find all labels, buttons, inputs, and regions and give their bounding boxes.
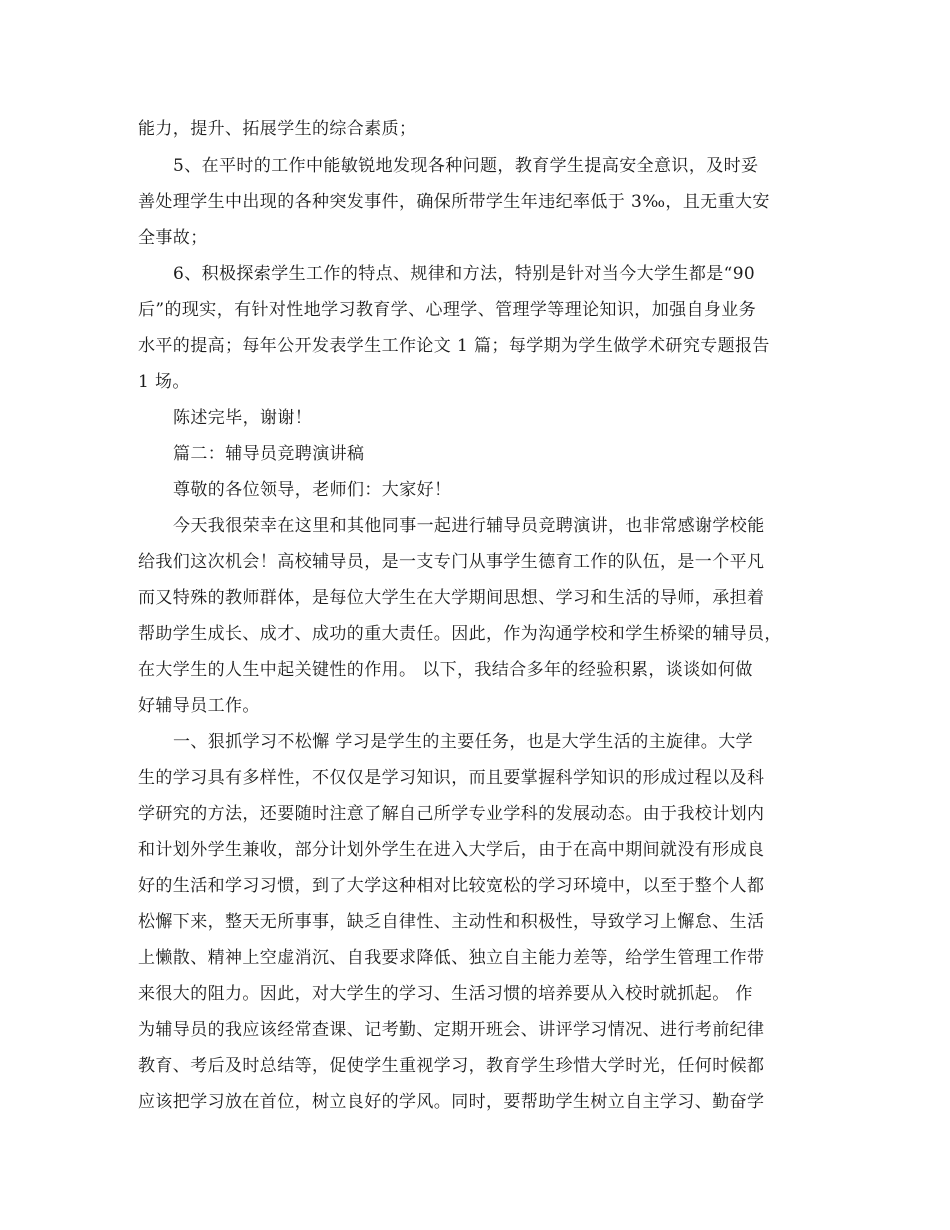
text-line: 水平的提高；每年公开发表学生工作论文 1 篇；每学期为学生做学术研究专题报告 <box>138 336 770 356</box>
text-line: 1 场。 <box>138 372 190 392</box>
text-line: 尊敬的各位领导，老师们：大家好！ <box>173 480 452 500</box>
text-line: 一、狠抓学习不松懈 学习是学生的主要任务，也是大学生活的主旋律。大学 <box>173 732 754 752</box>
text-line: 帮助学生成长、成才、成功的重大责任。因此，作为沟通学校和学生桥梁的辅导员， <box>138 624 782 644</box>
text-line: 好辅导员工作。 <box>138 696 260 716</box>
text-line: 6、积极探索学生工作的特点、规律和方法，特别是针对当今大学生都是“90 <box>173 264 756 284</box>
text-line: 给我们这次机会！高校辅导员，是一支专门从事学生德育工作的队伍，是一个平凡 <box>138 552 765 572</box>
text-line: 教育、考后及时总结等，促使学生重视学习，教育学生珍惜大学时光，任何时候都 <box>138 1056 765 1076</box>
text-line: 陈述完毕，谢谢！ <box>173 408 313 428</box>
text-line: 好的生活和学习习惯，到了大学这种相对比较宽松的学习环境中，以至于整个人都 <box>138 876 765 896</box>
text-line: 在大学生的人生中起关键性的作用。 以下，我结合多年的经验积累，谈谈如何做 <box>138 660 753 680</box>
text-line: 来很大的阻力。因此，对大学生的学习、生活习惯的培养要从入校时就抓起。 作 <box>138 984 753 1004</box>
text-line: 后”的现实，有针对性地学习教育学、心理学、管理学等理论知识，加强自身业务 <box>138 300 757 320</box>
text-line: 能力，提升、拓展学生的综合素质； <box>138 119 417 139</box>
text-line: 善处理学生中出现的各种突发事件，确保所带学生年违纪率低于 3‰，且无重大安 <box>138 192 770 212</box>
text-line: 和计划外学生兼收，部分计划外学生在进入大学后，由于在高中期间就没有形成良 <box>138 840 765 860</box>
text-line: 为辅导员的我应该经常查课、记考勤、定期开班会、讲评学习情况、进行考前纪律 <box>138 1020 765 1040</box>
text-line: 5、在平时的工作中能敏锐地发现各种问题，教育学生提高安全意识，及时妥 <box>173 156 759 176</box>
text-line: 学研究的方法，还要随时注意了解自己所学专业学科的发展动态。由于我校计划内 <box>138 804 765 824</box>
text-line: 松懈下来，整天无所事事，缺乏自律性、主动性和积极性，导致学习上懈怠、生活 <box>138 912 765 932</box>
text-line: 全事故； <box>138 228 208 248</box>
section-heading: 篇二：辅导员竞聘演讲稿 <box>173 444 365 464</box>
text-line: 生的学习具有多样性，不仅仅是学习知识，而且要掌握科学知识的形成过程以及科 <box>138 768 765 788</box>
text-line: 今天我很荣幸在这里和其他同事一起进行辅导员竞聘演讲，也非常感谢学校能 <box>173 516 765 536</box>
text-line: 上懒散、精神上空虚消沉、自我要求降低、独立自主能力差等，给学生管理工作带 <box>138 948 765 968</box>
text-line: 应该把学习放在首位，树立良好的学风。同时，要帮助学生树立自主学习、勤奋学 <box>138 1092 765 1112</box>
text-line: 而又特殊的教师群体，是每位大学生在大学期间思想、学习和生活的导师，承担着 <box>138 588 765 608</box>
